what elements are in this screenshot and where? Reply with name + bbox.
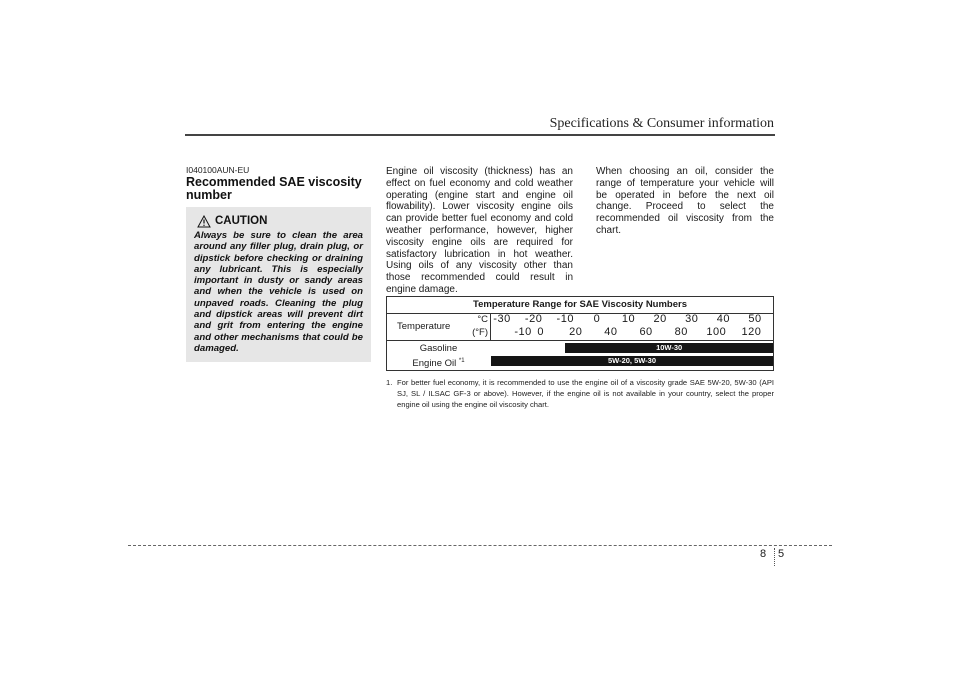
warning-triangle-icon bbox=[197, 215, 211, 228]
footnote bbox=[386, 377, 774, 410]
footnote-number: 1. bbox=[386, 378, 393, 387]
footnote-text: For better fuel economy, it is recommended to use the engine oil of a viscosity grade SAE 5W-20, 5W-30 (API SJ, SL / ILSAC GF-3 or above). However, if the engine oil is not available in your country, select the proper engine oil using the engine oil viscosity chart. bbox=[397, 378, 774, 409]
celsius-unit: °C bbox=[477, 314, 488, 325]
temperature-label: Temperature bbox=[397, 321, 451, 332]
engine-oil-label-line2: Engine Oil bbox=[412, 358, 457, 370]
viscosity-chart bbox=[386, 296, 774, 371]
section-code: I040100AUN-EU bbox=[186, 165, 250, 175]
celsius-tick: 30 bbox=[685, 313, 699, 325]
page-number: 5 bbox=[778, 548, 785, 560]
page-number-separator bbox=[774, 548, 775, 566]
viscosity-band: 10W-30 bbox=[565, 343, 773, 353]
fahrenheit-tick: 20 bbox=[569, 326, 583, 338]
section-title: Recommended SAE viscosity number bbox=[186, 175, 362, 202]
engine-oil-label-line1: Gasoline bbox=[419, 343, 458, 354]
fahrenheit-unit: (°F) bbox=[472, 327, 488, 338]
celsius-tick: -30 bbox=[493, 313, 511, 325]
fahrenheit-tick: 60 bbox=[639, 326, 653, 338]
temperature-divider bbox=[490, 313, 491, 340]
caution-text: Always be sure to clean the area around any filler plug, drain plug, or dipstick before checking or draining any lubricant. This is especially important in dusty or sandy areas and when the vehicle is used on unpaved roads. Cleaning the plug and dipstick areas will prevent dirt and grit from entering the engine and other mechanisms that could be damaged. bbox=[194, 230, 363, 354]
fahrenheit-tick: 0 bbox=[537, 326, 544, 338]
viscosity-chart-title: Temperature Range for SAE Viscosity Numbers bbox=[387, 297, 773, 314]
caution-header bbox=[194, 214, 363, 228]
fahrenheit-tick: 40 bbox=[604, 326, 618, 338]
celsius-tick: -10 bbox=[556, 313, 574, 325]
celsius-tick: 10 bbox=[621, 313, 636, 325]
paragraph-choosing-oil: When choosing an oil, consider the range of temperature your vehicle will be operated in before the next oil change. Proceed to select the recommended oil viscosity from the chart. bbox=[596, 166, 774, 236]
footer-rule bbox=[128, 545, 832, 546]
engine-oil-label bbox=[387, 343, 490, 370]
fahrenheit-tick: 100 bbox=[706, 326, 727, 338]
celsius-tick: 50 bbox=[748, 313, 762, 325]
celsius-tick: 0 bbox=[593, 313, 601, 325]
celsius-tick: -20 bbox=[524, 313, 543, 325]
celsius-tick: 20 bbox=[653, 313, 667, 325]
fahrenheit-tick: 120 bbox=[741, 326, 762, 338]
page-chapter-number: 8 bbox=[760, 548, 767, 560]
fahrenheit-tick: -10 bbox=[514, 326, 532, 338]
fahrenheit-tick: 80 bbox=[674, 326, 688, 338]
header-rule bbox=[185, 134, 775, 136]
chapter-header-title: Specifications & Consumer information bbox=[549, 116, 774, 131]
paragraph-viscosity-effect: Engine oil viscosity (thickness) has an effect on fuel economy and cold weather operating (engine start and engine oil flowability). Lower viscosity engine oils can provide better fuel economy and cold weather performance, however, higher viscosity engine oils are required for satisfactory lubrication in hot weather. Using oils of any viscosity other than those recommended could result in engine damage. bbox=[386, 166, 573, 295]
footnote-reference: *1 bbox=[458, 358, 465, 364]
celsius-tick: 40 bbox=[716, 313, 730, 325]
viscosity-band: 5W-20, 5W-30 bbox=[491, 356, 773, 366]
caution-label: CAUTION bbox=[215, 215, 268, 227]
caution-box bbox=[186, 207, 371, 362]
